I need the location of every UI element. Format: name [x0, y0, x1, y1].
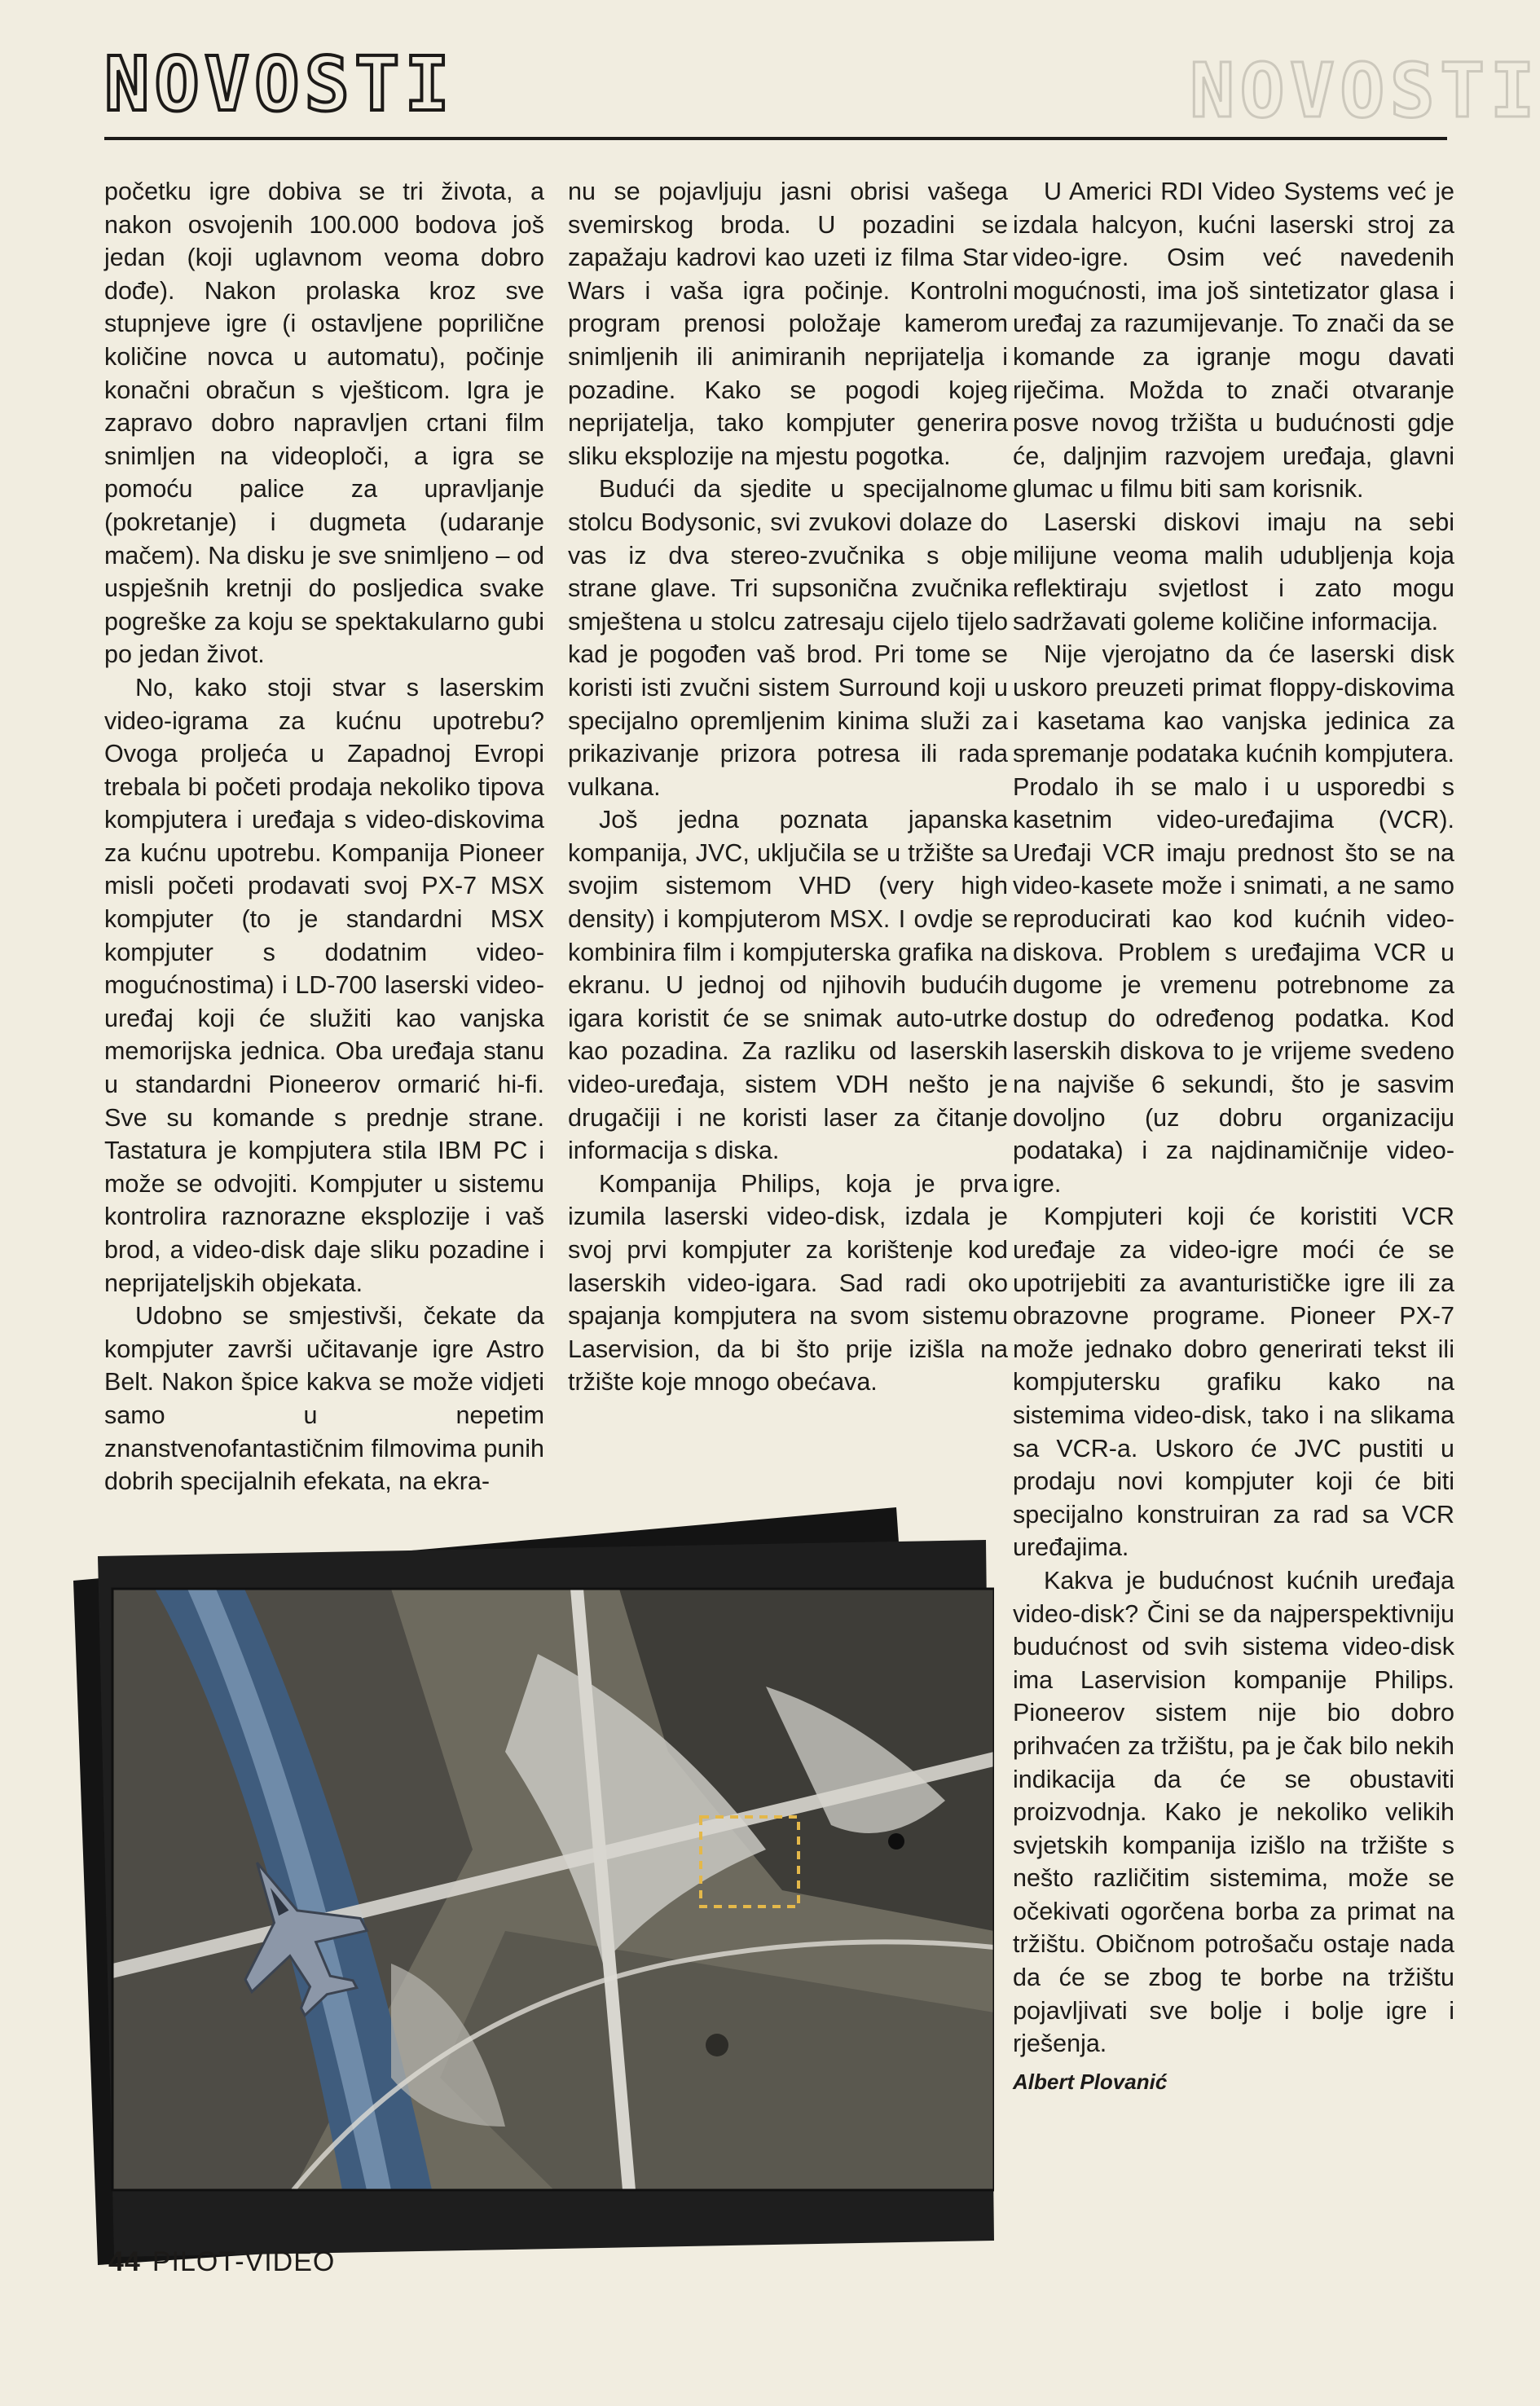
paragraph: Kakva je budućnost kućnih uređaja video-disk? Čini se da najperspektivniju budućnost od svih sistema video-disk ima Laservision kompanije Philips. Pioneerov sistem nije bio dobro prihvaćen za tržištu, pa je čak bilo nekih indikacija da će se obustaviti proizvodnja. Kako je nekoliko velikih svjetskih kompanija izišlo na tržište s nešto različitim sistemima, može se očekivati ogorčena borba za primat na tržištu. Običnom potrošaču ostaje nada da će se zbog te borbe na tržištu pojavljivati sve bolje i bolje igre i rješenja.: [1013, 1566, 1454, 2058]
game-screenshot-photo: [49, 1507, 994, 2265]
section-title: NOVOSTI: [104, 41, 455, 128]
aerial-jet-fighter-game-screenshot: [49, 1507, 994, 2265]
paragraph: Udobno se smjestivši, čekate da kompjuter završi učitavanje igre Astro Belt. Nakon špice kakva se može vidjeti samo u nepetim znanstvenofantastičnim filmovima punih dobrih specijalnih efekata, na ekra-: [104, 1302, 544, 1496]
paragraph: Kompanija Philips, koja je prva izumila laserski video-disk, izdala je svoj prvi kompjuter za korištenje kod laserskih video-igara. Sad radi oko spajanja kompjutera na svom sistemu Laservision, da bi što prije izišla na tržište koje mnogo obećava.: [568, 1169, 1008, 1397]
header-rule: [104, 137, 1447, 140]
paragraph: početku igre dobiva se tri života, a nakon osvojenih 100.000 bodova još jedan (koji uglavnom veoma dobro dođe). Nakon prolaska kroz sve stupnjeve igre (i ostavljene poprilične količine novca u automatu), počinje konačni obračun s vješticom. Igra je zapravo dobro napravljen crtani film snimljen na videoploči, a igra se pomoću palice za upravljanje (pokretanje) i dugmeta (udaranje mačem). Na disku je sve snimljeno – od uspješnih kretnji do posljedica svake pogreške za koju se spektakularno gubi po jedan život.: [104, 178, 544, 669]
page-number: 44: [108, 2246, 141, 2277]
paragraph: Laserski diskovi imaju na sebi milijune veoma malih udubljenja koja reflektiraju svjetlost i zato mogu sadržavati goleme količine informacija.: [1013, 508, 1454, 636]
paragraph: No, kako stoji stvar s laserskim video-igrama za kućnu upotrebu? Ovoga proljeća u Zapadnoj Evropi trebala bi početi prodaja nekoliko tipova kompjutera i uređaja s video-diskovima za kućnu upotrebu. Kompanija Pioneer misli početi prodavati svoj PX-7 MSX kompjuter (to je standardni MSX kompjuter s dodatnim video-mogućnostima) i LD-700 laserski video-uređaj koji će služiti kao vanjska memorijska jednica. Oba uređaja stanu u standardni Pioneerov ormarić hi-fi. Sve su komande s prednje strane. Tastatura je kompjutera stila IBM PC i može se odvojiti. Kompjuter u sistemu kontrolira raznorazne eksplozije i vaš brod, a video-disk daje sliku pozadine i neprijateljskih objekata.: [104, 673, 544, 1297]
paragraph: Nije vjerojatno da će laserski disk uskoro preuzeti primat floppy-diskovima i kasetama kao vanjska jedinica za spremanje podataka kućnih kompjutera. Prodalo ih se malo i u usporedbi s kasetnim video-uređajima (VCR). Uređaji VCR imaju prednost što se na video-kasete može i snimati, a ne samo reproducirati kao kod kućnih video-diskova. Problem s uređajima VCR u dugome je vremenu potrebnome za dostup do određenog podatka. Kod laserskih diskova to je vrijeme svedeno na najviše 6 sekundi, što je sasvim dovoljno (uz dobru organizaciju podataka) i za najdinamičnije video-igre.: [1013, 640, 1454, 1198]
page-footer: [108, 2246, 335, 2278]
article-column-2: [568, 175, 1008, 1536]
paragraph: U Americi RDI Video Systems već je izdala halcyon, kućni laserski stroj za video-igre. Osim već navedenih mogućnosti, ima još sintetizator glasa i uređaj za razumijevanje. To znači da se komande za igranje mogu davati riječima. Možda to znači otvaranje posve novog tržišta u budućnosti gdje će, daljnjim razvojem uređaja, glavni glumac u filmu biti sam korisnik.: [1013, 178, 1454, 504]
paragraph: Još jedna poznata japanska kompanija, JVC, uključila se u tržište sa svojim sistemom VHD (very high density) i kompjuterom MSX. I ovdje se kombinira film i kompjuterska grafika na ekranu. U jednoj od njihovih budućih igara koristit će se snimak auto-utrke kao pozadina. Za razliku od laserskih video-uređaja, sistem VDH nešto je drugačiji i ne koristi laser za čitanje informacija s diska.: [568, 806, 1008, 1165]
author-signature: Albert Plovanić: [1013, 2069, 1168, 2094]
article-column-1: [104, 175, 544, 1536]
article-column-3: [1013, 175, 1454, 2192]
paragraph: Budući da sjedite u specijalnome stolcu Bodysonic, svi zvukovi dolaze do vas iz dva stereo-zvučnika s obje strane glave. Tri supsonična zvučnika smještena u stolcu zatresaju cijelo tijelo kad je pogođen vaš brod. Pri tome se koristi isti zvučni sistem Surround koji u specijalno opremljenim kinima služi za prikazivanje prizora potresa ili rada vulkana.: [568, 475, 1008, 801]
publication-name: PILOT-VIDEO: [152, 2246, 336, 2277]
paragraph: nu se pojavljuju jasni obrisi vašega svemirskog broda. U pozadini se zapažaju kadrovi kao uzeti iz filma Star Wars i vaša igra počinje. Kontrolni program prenosi položaje kamerom snimljenih ili animiranih neprijatelja i pozadine. Kako se pogodi kojeg neprijatelja, tako kompjuter generira sliku eksplozije na mjestu pogotka.: [568, 178, 1008, 470]
section-title-ghost-logo: NOVOSTI: [1190, 47, 1540, 134]
aerial-terrain: [112, 1589, 994, 2190]
paragraph: Kompjuteri koji će koristiti VCR uređaje za video-igre moći će se upotrijebiti za avanturističke igre ili za obrazovne programe. Pioneer PX-7 može jednako dobro generirati tekst ili kompjutersku grafiku kako na sistemima video-disk, tako i na slikama sa VCR-a. Uskoro će JVC pustiti u prodaju novi kompjuter koji će biti specijalno konstruiran za rad sa VCR uređajima.: [1013, 1203, 1454, 1562]
